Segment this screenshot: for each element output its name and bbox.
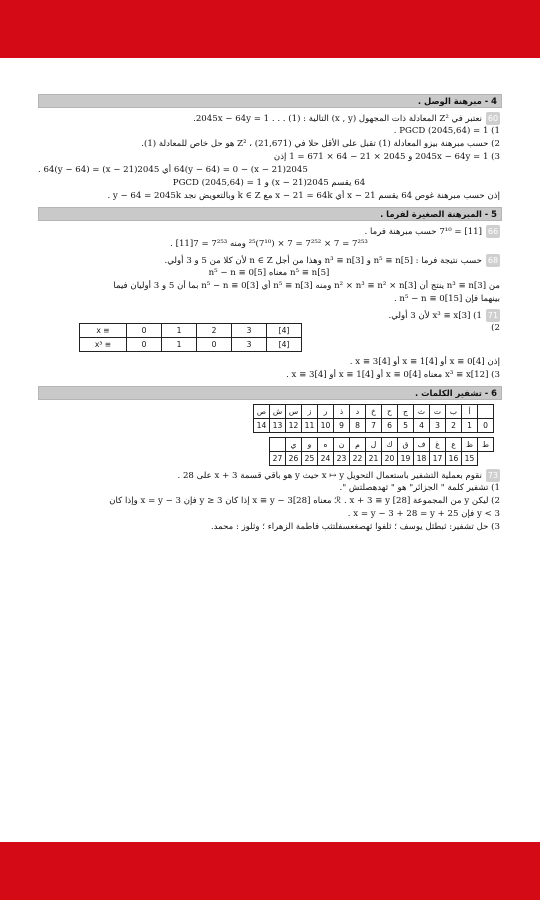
table-cell: 1: [162, 338, 197, 352]
table-row: [270, 438, 494, 452]
table-cell: 2: [197, 324, 232, 338]
section-4-header: 4 - مبرهنة الوصل .: [38, 94, 502, 108]
text-line: بينهما فإن n⁵ − n ≡ 0[15] .: [393, 294, 500, 304]
table-cell: x³ ≡: [80, 338, 127, 352]
table-cell: ع: [446, 438, 462, 452]
table-cell: 1: [162, 324, 197, 338]
text-line: 2) ليكن y من المجموعة ℛ . x + 3 ≡ y [28] معناه x ≡ y − 3[28] إذا كان y ≥ 3 فإن x = y − 3 وإذا كان: [109, 496, 500, 506]
table-cell: خ: [366, 405, 382, 419]
text-line: 1) تشفير كلمة " الجزائر" هو " ثهدهصلتش ".: [339, 483, 500, 493]
text-line: إذن x ≡ 0[4] أو x ≡ 1[4] أو x ≡ 3[4] .: [349, 357, 500, 367]
exercise-number-badge: 71: [487, 311, 499, 320]
table-cell: ج: [398, 405, 414, 419]
congruence-table: [79, 323, 302, 352]
exercise-60-statement: 60نعتبر في Z² المعادلة ذات المجهول (x , y) التالية : 2045x − 64y = 1 . . . (1).: [193, 114, 499, 124]
table-cell: [478, 405, 494, 419]
table-cell: 2: [446, 419, 462, 433]
table-cell: 18: [414, 452, 430, 466]
exercise-number-badge: 60: [487, 114, 499, 123]
table-cell: ث: [414, 405, 430, 419]
table-cell: 3: [232, 324, 267, 338]
table-cell: ت: [430, 405, 446, 419]
table-cell: و: [302, 438, 318, 452]
table-row: [254, 405, 494, 419]
top-red-band: [0, 0, 540, 58]
table-cell: 25: [302, 452, 318, 466]
table-cell: 22: [350, 452, 366, 466]
text-line: 2): [491, 323, 500, 333]
exercise-71-line: 711) x³ ≡ x[3] لأن 3 أولي.: [388, 311, 499, 321]
table-cell: 0: [127, 324, 162, 338]
table-cell: 14: [254, 419, 270, 433]
exercise-68-line: 68حسب نتيجة فرما : n⁵ ≡ n[5] و n³ ≡ n[3] وهذا من أجل n ∈ Z لأن كلا من 5 و 3 أولي.: [164, 256, 499, 266]
table-cell: ه: [318, 438, 334, 452]
text-line: 7²⁵³ = 7 × 7²⁵² = 7 × (7¹⁰)²⁵ ومنه 7²⁵³ = 7[11] .: [170, 239, 368, 249]
table-cell: [4]: [267, 338, 302, 352]
cipher-table-2: [269, 437, 494, 466]
text-line: 2) حسب مبرهنة بيزو المعادلة (1) تقبل على الأقل حلا في Z² ، (21,671) هو حل خاص للمعادلة (1).: [141, 139, 500, 149]
table-cell: [270, 438, 286, 452]
table-cell: أ: [462, 405, 478, 419]
text-line: إذن حسب مبرهنة غوص 64 يقسم x − 21 أي x − 21 = 64k مع k ∈ Z وبالتعويض نجد y − 64 = 2045k .: [107, 191, 500, 201]
table-cell: ر: [318, 405, 334, 419]
table-cell: 10: [318, 419, 334, 433]
table-cell: 17: [430, 452, 446, 466]
table-row: [254, 419, 494, 433]
table-cell: ز: [302, 405, 318, 419]
table-cell: 16: [446, 452, 462, 466]
table-cell: 26: [286, 452, 302, 466]
document-page: [38, 90, 502, 534]
table-cell: ط: [478, 438, 494, 452]
exercise-number-badge: 73: [487, 471, 499, 480]
exercise-number-badge: 66: [487, 227, 499, 236]
table-cell: ق: [398, 438, 414, 452]
table-cell: 3: [232, 338, 267, 352]
table-cell: ف: [414, 438, 430, 452]
text-line: 3) 2045x − 64y = 1 و 2045 × 21 − 64 × 671 = 1 إذن: [273, 152, 500, 162]
table-cell: 5: [398, 419, 414, 433]
table-cell: 0: [197, 338, 232, 352]
table-row: [80, 338, 302, 352]
text-line: y < 3 فإن x = y − 3 + 28 = y + 25 .: [347, 509, 500, 519]
section-6-header: 6 - تشفير الكلمات .: [38, 386, 502, 400]
table-cell: ل: [366, 438, 382, 452]
table-cell: 6: [382, 419, 398, 433]
table-cell: 20: [382, 452, 398, 466]
section-5-header: 5 - المبرهنة الصغيرة لفرما .: [38, 207, 502, 221]
bottom-red-band: [0, 842, 540, 900]
table-cell: 4: [414, 419, 430, 433]
table-cell: [4]: [267, 324, 302, 338]
table-cell: ن: [334, 438, 350, 452]
text-line: 3) x³ ≡ x[12] معناه x ≡ 0[4] أو x ≡ 1[4] أو x ≡ 3[4] .: [286, 370, 500, 380]
text-line: من n³ ≡ n[3] ينتج أن n² × n³ ≡ n² × n[3] ومنه n⁵ ≡ n[3] أي n⁵ − n ≡ 0[3] بما أن 5 و 3 أوليان فيما: [113, 281, 500, 291]
table-cell: ي: [286, 438, 302, 452]
table-cell: م: [350, 438, 366, 452]
table-cell: ص: [254, 405, 270, 419]
table-cell: 12: [286, 419, 302, 433]
table-cell: 1: [462, 419, 478, 433]
table-cell: ظ: [462, 438, 478, 452]
table-cell: 9: [334, 419, 350, 433]
table-cell: س: [286, 405, 302, 419]
table-cell: 0: [478, 419, 494, 433]
text-line: 2045(x − 21) − 64(y − 64) = 0 أي 2045(x − 21) = 64(y − 64) .: [38, 165, 308, 175]
table-cell: 8: [350, 419, 366, 433]
table-cell: 3: [430, 419, 446, 433]
text-line: 1) PGCD (2045,64) = 1 .: [393, 126, 500, 136]
table-cell: x ≡: [80, 324, 127, 338]
table-cell: ح: [382, 405, 398, 419]
text-line: n⁵ ≡ n[5] معناه n⁵ − n ≡ 0[5]: [208, 268, 330, 278]
table-cell: 19: [398, 452, 414, 466]
table-cell: غ: [430, 438, 446, 452]
table-cell: 24: [318, 452, 334, 466]
text-line: 3) حل تشفير: ثبطثل يوسف ؛ ثلفوا ثهصغعسفلتثب فاطمة الزهراء ؛ وثلوز : محمد.: [210, 522, 500, 532]
table-cell: 15: [462, 452, 478, 466]
table-cell: ذ: [334, 405, 350, 419]
table-cell: ك: [382, 438, 398, 452]
table-row: [270, 452, 494, 466]
cipher-table-1: [253, 404, 494, 433]
table-cell: 11: [302, 419, 318, 433]
table-cell: 21: [366, 452, 382, 466]
exercise-73-statement: 73نقوم بعملية التشفير باستعمال التحويل x ↦ y حيث y هو باقي قسمة x + 3 على 28 .: [177, 471, 499, 481]
table-cell: د: [350, 405, 366, 419]
exercise-number-badge: 68: [487, 256, 499, 265]
table-row: [80, 324, 302, 338]
table-cell: 23: [334, 452, 350, 466]
table-cell: 7: [366, 419, 382, 433]
table-cell: ش: [270, 405, 286, 419]
exercise-66-line: 66[11] = 7¹⁰ حسب مبرهنة فرما .: [364, 227, 499, 237]
table-cell: 13: [270, 419, 286, 433]
table-cell: ب: [446, 405, 462, 419]
table-cell: 27: [270, 452, 286, 466]
table-cell: 0: [127, 338, 162, 352]
text-line: 64 يقسم 2045(x − 21) و PGCD (2045,64) = 1: [172, 178, 366, 188]
